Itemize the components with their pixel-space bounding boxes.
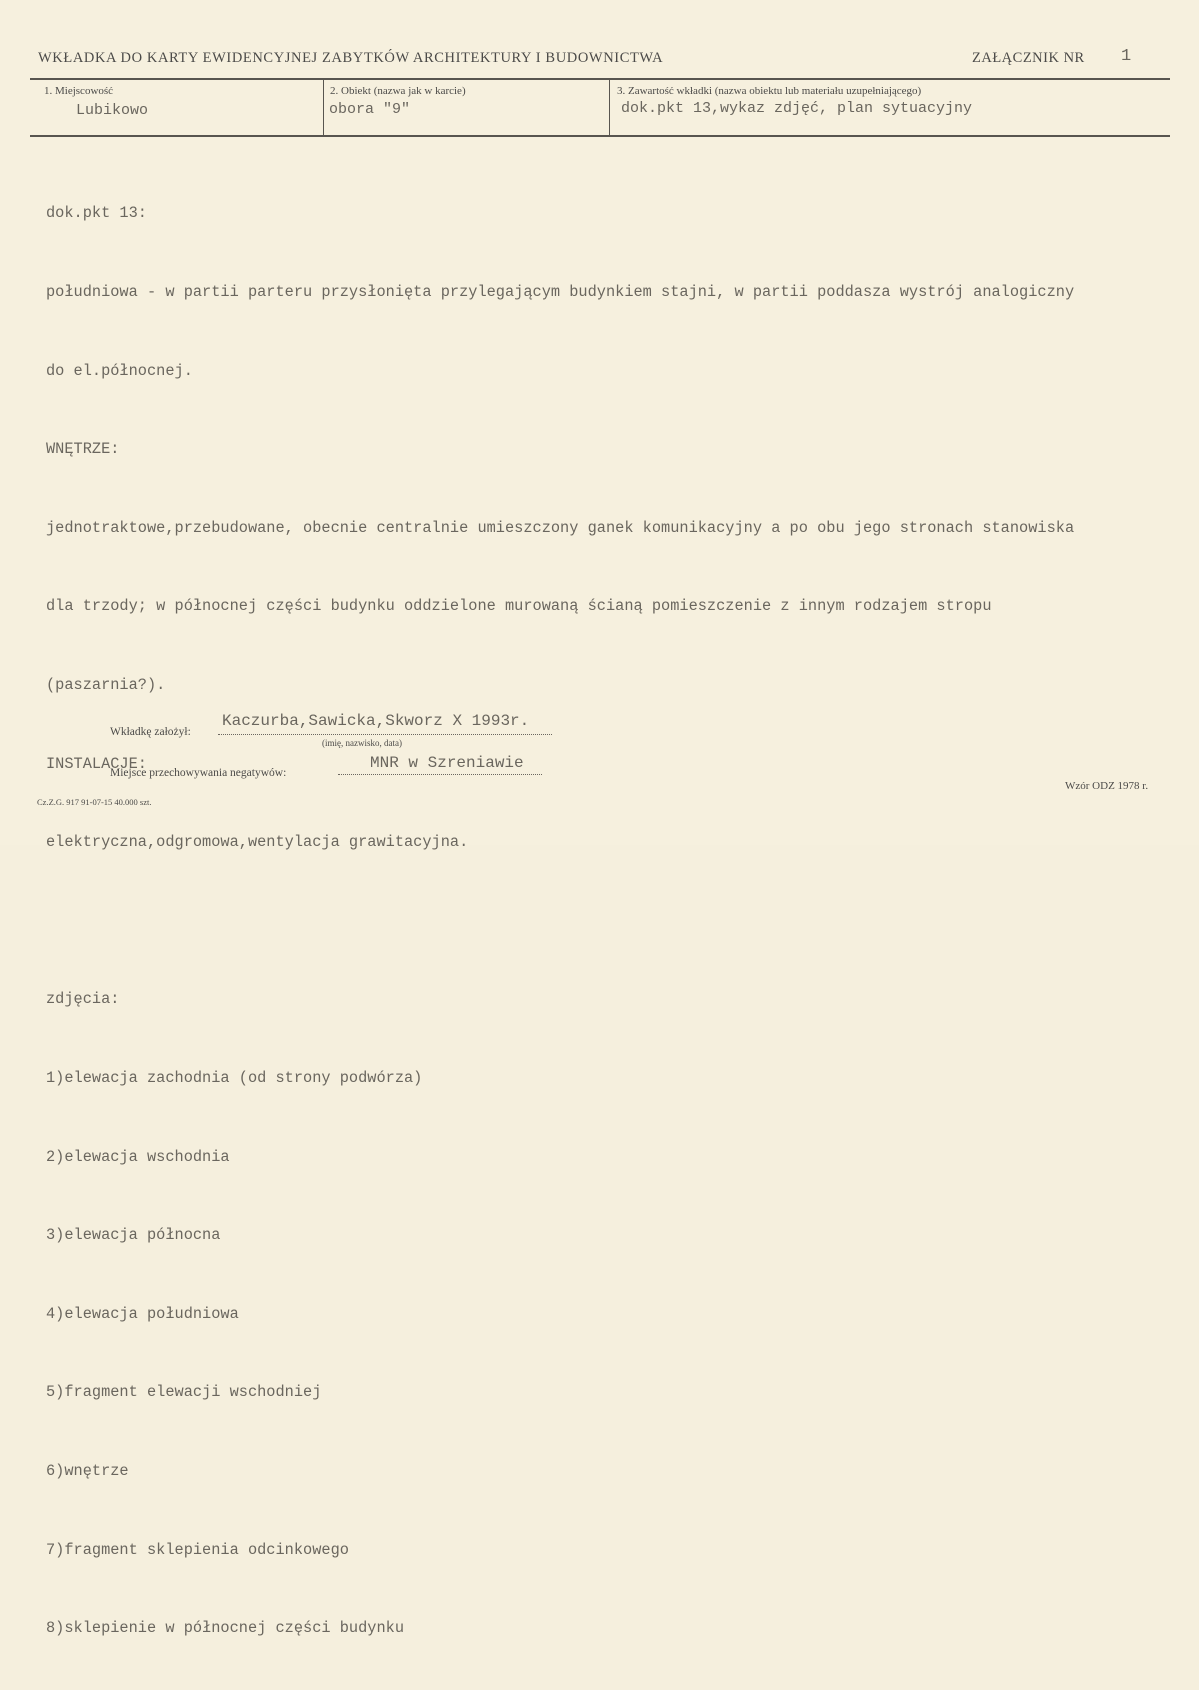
body-line: 7)fragment sklepienia odcinkowego	[46, 1540, 349, 1559]
print-info: Cz.Z.G. 917 91-07-15 40.000 szt.	[37, 797, 152, 807]
body-line: 4)elewacja południowa	[46, 1304, 239, 1323]
object-label: 2. Obiekt (nazwa jak w karcie)	[330, 85, 466, 97]
body-line: do el.północnej.	[46, 361, 193, 380]
object-value: obora "9"	[329, 101, 411, 118]
body-line: 8)sklepienie w północnej części budynku	[46, 1619, 405, 1638]
storage-label: Miejsce przechowywania negatywów:	[110, 767, 287, 779]
attachment-number: 1	[1121, 47, 1132, 66]
field-divider-2	[609, 80, 610, 135]
body-line: zdjęcia:	[46, 990, 120, 1009]
author-hint: (imię, nazwisko, data)	[322, 738, 402, 748]
body-line: 1)elewacja zachodnia (od strony podwórza)	[46, 1068, 423, 1087]
content-value: dok.pkt 13,wykaz zdjęć, plan sytuacyjny	[621, 100, 973, 117]
body-line: jednotraktowe,przebudowane, obecnie centralnie umieszczony ganek komunikacyjny a po obu jego stronach stanowiska	[46, 518, 1075, 537]
storage-dotted-line	[338, 774, 542, 775]
locality-value: Lubikowo	[76, 102, 149, 119]
body-line	[46, 908, 1186, 934]
content-label: 3. Zawartość wkładki (nazwa obiektu lub materiału uzupełniającego)	[617, 85, 922, 97]
typed-body	[46, 148, 1186, 1690]
author-dotted-line	[218, 734, 552, 735]
author-value: Kaczurba,Sawicka,Skworz X 1993r.	[222, 712, 530, 730]
body-line: elektryczna,odgromowa,wentylacja grawitacyjna.	[46, 833, 469, 852]
form-model: Wzór ODZ 1978 r.	[1065, 780, 1149, 792]
fields-bottom-rule	[30, 135, 1170, 137]
body-line: INSTALACJE:	[46, 754, 147, 773]
locality-label: 1. Miejscowość	[44, 85, 114, 97]
top-rule	[30, 78, 1170, 80]
body-line: południowa - w partii parteru przysłonięta przylegającym budynkiem stajni, w partii poddasza wystrój analogiczny	[46, 283, 1075, 301]
attachment-label: ZAŁĄCZNIK NR	[972, 50, 1085, 66]
author-label: Wkładkę założył:	[110, 726, 191, 738]
body-line: (paszarnia?).	[46, 675, 166, 694]
body-line: dla trzody; w północnej części budynku oddzielone murowaną ścianą pomieszczenie z innym rodzajem stropu	[46, 597, 992, 616]
body-line: dok.pkt 13:	[46, 204, 147, 223]
storage-value: MNR w Szreniawie	[370, 754, 524, 772]
body-line: 3)elewacja północna	[46, 1226, 221, 1245]
form-title: WKŁADKA DO KARTY EWIDENCYJNEJ ZABYTKÓW ARCHITEKTURY I BUDOWNICTWA	[38, 50, 664, 66]
field-divider-1	[323, 80, 324, 135]
body-line: WNĘTRZE:	[46, 440, 120, 459]
body-line: 2)elewacja wschodnia	[46, 1147, 230, 1166]
body-line: 5)fragment elewacji wschodniej	[46, 1383, 322, 1402]
body-line: 6)wnętrze	[46, 1461, 129, 1480]
